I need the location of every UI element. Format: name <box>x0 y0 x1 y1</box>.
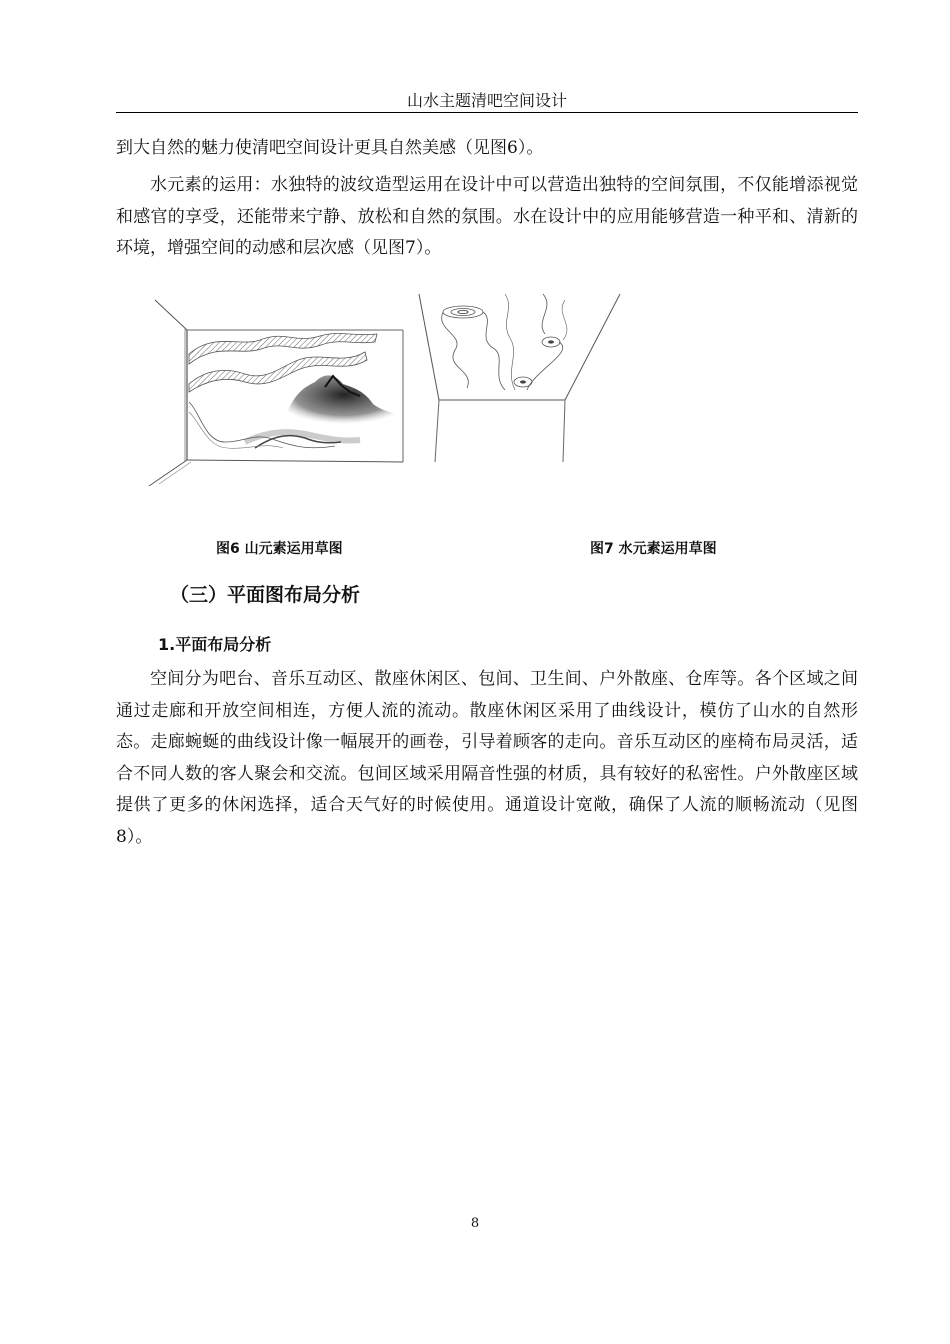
paragraph-layout-analysis: 空间分为吧台、音乐互动区、散座休闲区、包间、卫生间、户外散座、仓库等。各个区域之间通过走廊和开放空间相连，方便人流的流动。散座休闲区采用了曲线设计，模仿了山水的自然形态。走廊蜿蜒的曲线设计像一幅展开的画卷，引导着顾客的走向。音乐互动区的座椅布局灵活，适合不同人数的客人聚会和交流。包间区域采用隔音性强的材质，具有较好的私密性。户外散座区域提供了更多的休闲选择，适合天气好的时候使用。通道设计宽敞，确保了人流的顺畅流动（见图8）。 <box>116 669 858 847</box>
figure-6-caption: 图6 山元素运用草图 <box>216 541 343 557</box>
running-header: 山水主题清吧空间设计 <box>116 90 858 113</box>
mountain-sketch-figure <box>145 292 410 492</box>
page-number: 8 <box>470 1216 480 1231</box>
water-sketch-figure <box>415 290 625 465</box>
paragraph-water-element: 水元素的运用：水独特的波纹造型运用在设计中可以营造出独特的空间氛围，不仅能增添视觉和感官的享受，还能带来宁静、放松和自然的氛围。水在设计中的应用能够营造一种平和、清新的环境，增强空间的动感和层次感（见图7）。 <box>116 175 858 258</box>
section-heading: （三）平面图布局分析 <box>170 584 361 606</box>
paragraph-continuation: 到大自然的魅力使清吧空间设计更具自然美感（见图6）。 <box>116 138 544 158</box>
figure-7-caption: 图7 水元素运用草图 <box>590 541 717 557</box>
subsection-heading: 1.平面布局分析 <box>158 635 272 654</box>
